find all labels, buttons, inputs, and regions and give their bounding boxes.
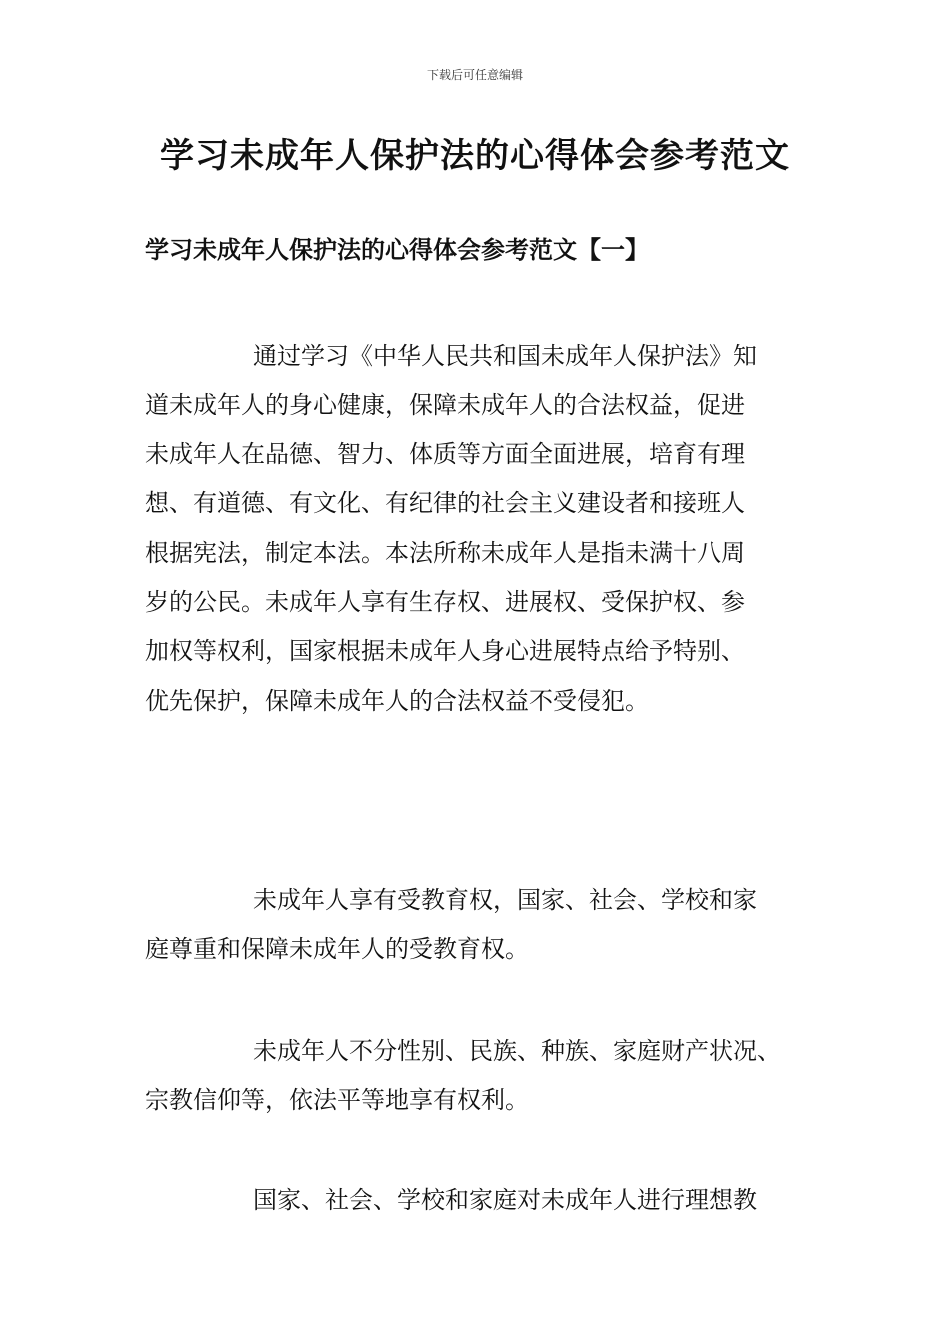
paragraph-line: 道未成年人的身心健康，保障未成年人的合法权益，促进 <box>145 391 745 419</box>
paragraph-line: 优先保护，保障未成年人的合法权益不受侵犯。 <box>145 687 649 715</box>
paragraph-line: 庭尊重和保障未成年人的受教育权。 <box>145 935 529 963</box>
paragraph-line: 未成年人在品德、智力、体质等方面全面进展，培育有理 <box>145 440 745 468</box>
paragraph-line: 加权等权利，国家根据未成年人身心进展特点给予特别、 <box>145 637 745 665</box>
section-heading: 学习未成年人保护法的心得体会参考范文【一】 <box>145 235 649 264</box>
header-note: 下载后可任意编辑 <box>426 68 523 82</box>
paragraph-line: 岁的公民。未成年人享有生存权、进展权、受保护权、参 <box>145 588 745 616</box>
paragraph-line: 宗教信仰等，依法平等地享有权利。 <box>145 1086 529 1114</box>
paragraph-line: 未成年人不分性别、民族、种族、家庭财产状况、 <box>253 1037 781 1065</box>
paragraph-line: 国家、社会、学校和家庭对未成年人进行理想教 <box>253 1186 757 1214</box>
paragraph-line: 未成年人享有受教育权，国家、社会、学校和家 <box>253 886 757 914</box>
paragraph-line: 通过学习《中华人民共和国未成年人保护法》知 <box>253 342 757 370</box>
paragraph-line: 根据宪法，制定本法。本法所称未成年人是指未满十八周 <box>145 539 745 567</box>
document-title: 学习未成年人保护法的心得体会参考范文 <box>160 136 790 176</box>
paragraph-line: 想、有道德、有文化、有纪律的社会主义建设者和接班人 <box>145 489 745 517</box>
